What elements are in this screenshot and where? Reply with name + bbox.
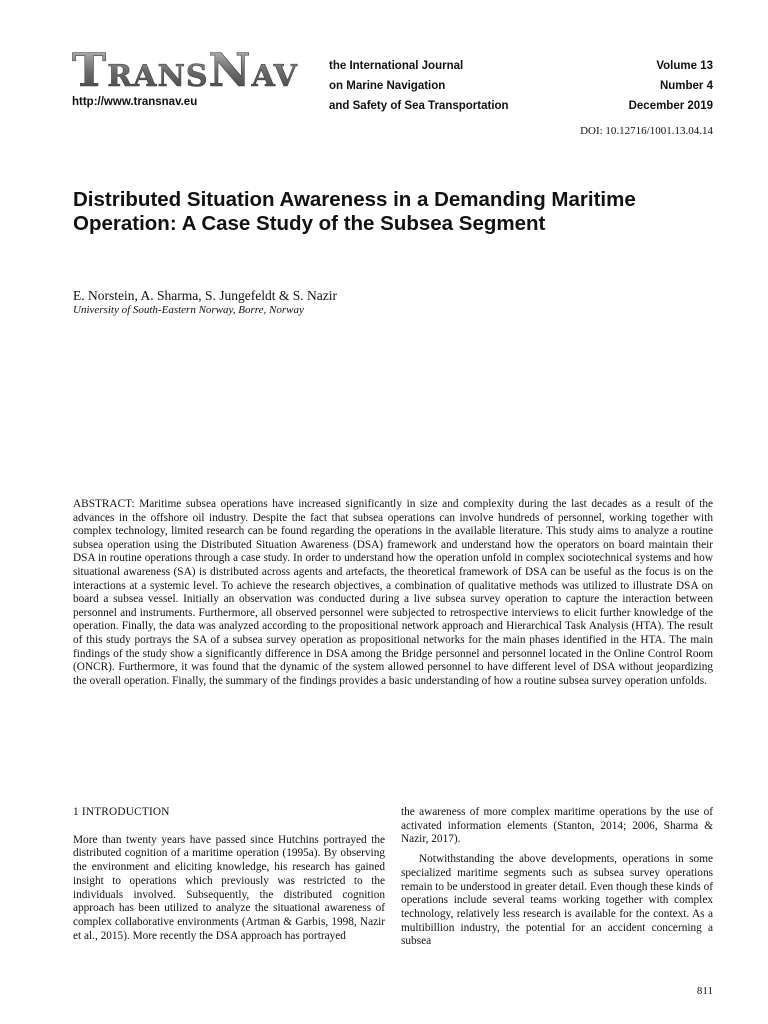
authors: E. Norstein, A. Sharma, S. Jungefeldt & S. Nazir: [73, 288, 337, 303]
issue-date: December 2019: [628, 100, 713, 112]
paragraph: the awareness of more complex maritime operations by the use of activated information elements (Stanton, 2014; 2006, Sharma & Nazir, 2017).: [401, 806, 713, 846]
logo-graphic: [72, 46, 322, 94]
number: Number 4: [659, 80, 713, 92]
affiliation: University of South-Eastern Norway, Borre, Norway: [73, 304, 304, 316]
right-column: [401, 806, 713, 955]
section-heading: 1 INTRODUCTION: [73, 806, 170, 818]
article-title: Distributed Situation Awareness in a Demanding Maritime Operation: A Case Study of the Subsea Segment: [73, 188, 636, 235]
journal-line: and Safety of Sea Transportation: [329, 100, 509, 112]
transnav-logo: [72, 46, 322, 94]
left-column: [73, 806, 385, 949]
svg-text:TRANSNAV: TRANSNAV: [72, 46, 298, 94]
journal-name: [329, 56, 509, 116]
doi: DOI: 10.12716/1001.13.04.14: [580, 125, 713, 137]
journal-url[interactable]: http://www.transnav.eu: [72, 96, 198, 108]
paragraph: More than twenty years have passed since Hutchins portrayed the distributed cognition of a maritime operation (1995a). By observing the environment and eliciting knowledge, his research has gained insight to operations which previously was restricted to the individuals involved. Subsequently, the distributed cognition approach has been utilized to analyze the situational awareness of complex collaborative environments (Artman & Garbis, 1998, Nazir et al., 2015). More recently the DSA approach has portrayed: [73, 833, 385, 942]
volume: Volume 13: [656, 60, 713, 72]
issue-info: [629, 56, 713, 116]
journal-line: on Marine Navigation: [329, 80, 446, 92]
page-number: 811: [696, 985, 713, 997]
journal-line: the International Journal: [329, 60, 464, 72]
paragraph: Notwithstanding the above developments, operations in some specialized maritime segments such as subsea survey operations remain to be understood in greater detail. Even though these kinds of operations include several teams working together with complex technology, relatively less research is available for the context. As a multibillion industry, the potential for an accident concerning a subsea: [401, 853, 713, 948]
abstract: ABSTRACT: Maritime subsea operations have increased significantly in size and complexity during the last decades as a result of the advances in the offshore oil industry. Despite the fact that subsea operations can involve hundreds of personnel, working together with complex technology, limited research can be found regarding the operations in the available literature. This study aims to analyze a routine subsea operation using the Distributed Situation Awareness (DSA) framework and understand how the operators on board maintain their DSA in routine operations through a case study. In order to understand how the operation unfold in complex sociotechnical systems and how situational awareness (SA) is distributed across agents and artefacts, the theoretical framework of DSA can be useful as the focus is on the interactions at a systemic level. To achieve the research objectives, a combination of qualitative methods was utilized to illustrate DSA on board a subsea vessel. Initially an observation was conducted during a live subsea survey operation to capture the interaction between personnel and instruments. Furthermore, all observed personnel were subjected to retrospective interviews to elicit further knowledge of the operation. Finally, the data was analyzed according to the propositional network approach and Hierarchical Task Analysis (HTA). The result of this study portrays the SA of a subsea survey operation as propositional networks for the main phases identified in the HTA. The main findings of the study show a significantly difference in DSA among the Bridge personnel and personnel located in the Online Control Room (ONCR). Furthermore, it was found that the dynamic of the system allowed personnel to have different level of DSA without jeopardizing the overall operation. Finally, the summary of the findings provides a basic understanding of how a routine subsea survey operation unfolds.: [73, 498, 713, 687]
